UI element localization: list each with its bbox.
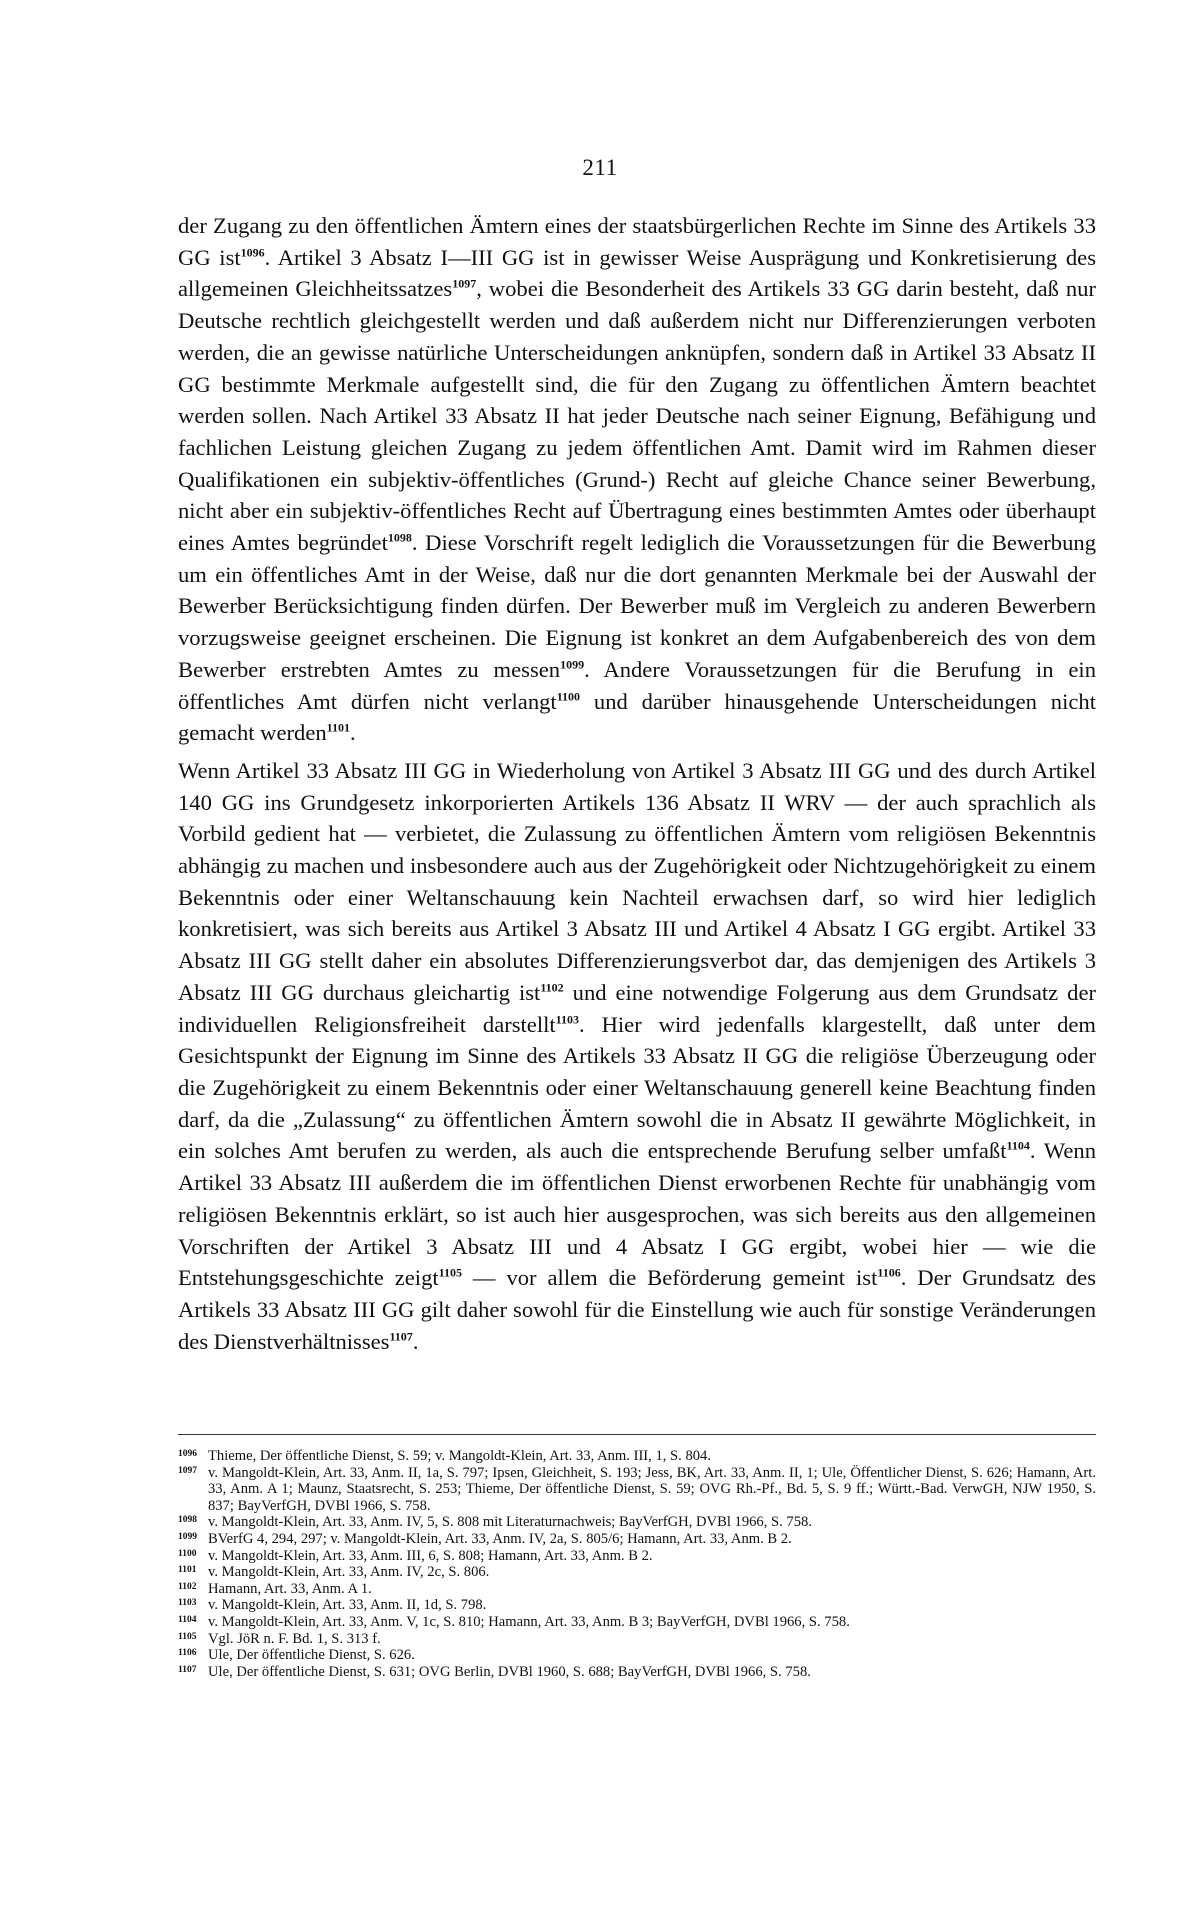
- footnote-1100: [178, 1548, 1096, 1565]
- footnote-number: 1101: [178, 1565, 197, 1576]
- page-number: 211: [582, 155, 618, 180]
- footnote-text: BVerfG 4, 294, 297; v. Mangoldt-Klein, Art. 33, Anm. IV, 2a, S. 805/6; Hamann, Art. 33, Anm. B 2.: [208, 1530, 792, 1547]
- paragraph-2: [178, 755, 1096, 1357]
- text-run: . Wenn Artikel 33 Absatz III außerdem die im öffentlichen Dienst erworbenen Rechte für unabhängig vom religiösen Bekenntnis erklärt, so ist auch hier ausgesprochen, was sich bereits aus den allgemeinen Vorschriften der Artikel 3 Absatz III und 4 Absatz I GG ergibt, wobei hier — wie die Entstehungsgeschichte zeigt: [178, 1138, 1097, 1291]
- footnote-text: v. Mangoldt-Klein, Art. 33, Anm. IV, 2c, S. 806.: [208, 1564, 490, 1581]
- footnote-text: Hamann, Art. 33, Anm. A 1.: [208, 1580, 372, 1597]
- text-run: und darüber hinausgehende Unterscheidungen nicht gemacht werden: [178, 688, 1096, 746]
- footnote-ref[interactable]: 1098: [387, 530, 412, 545]
- footnote-text: Vgl. JöR n. F. Bd. 1, S. 313 f.: [208, 1630, 381, 1647]
- text-run: Wenn Artikel 33 Absatz III GG in Wiederholung von Artikel 3 Absatz III GG und des durch Artikel 140 GG ins Grundgesetz inkorporierten Artikels 136 Absatz II WRV — der auch sprachlich als Vorbild gedient hat — verbietet, die Zulassung zu öffentlichen Ämtern vom religiösen Bekenntnis abhängig zu machen und insbesondere auch aus der Zugehörigkeit oder Nichtzugehörigkeit zu einem Bekenntnis oder einer Weltanschauung kein Nachteil erwachsen darf, so wird hier lediglich konkretisiert, was sich bereits aus Artikel 3 Absatz III und Artikel 4 Absatz I GG ergibt. Artikel 33 Absatz III GG stellt daher ein absolutes Differenzierungsverbot dar, das demjenigen des Artikels 3 Absatz III GG durchaus gleichartig ist: [178, 757, 1096, 1005]
- footnote-divider: [178, 1434, 1096, 1435]
- footnote-ref[interactable]: 1099: [560, 657, 585, 672]
- footnote-number: 1098: [178, 1515, 197, 1526]
- footnote-ref[interactable]: 1102: [540, 980, 564, 995]
- footnote-1106: [178, 1647, 1096, 1664]
- text-run: . Der Grundsatz des Artikels 33 Absatz III GG gilt daher sowohl für die Einstellung wie auch für sonstige Veränderungen des Dienstverhältnisses: [178, 1265, 1096, 1354]
- footnote-text: v. Mangoldt-Klein, Art. 33, Anm. II, 1a, S. 797; Ipsen, Gleichheit, S. 193; Jess, BK, Art. 33, Anm. II, 1; Ule, Öffentlicher Dienst, S. 626; Hamann, Art. 33, Anm. A 1; Maunz, Staatsrecht, S. 253; Thieme, Der öffentliche Dienst, S. 59; OVG Rh.-Pf., Bd. 5, S. 9 ff.; Württ.-Bad. VerwGH, NJW 1950, S. 837; BayVerfGH, DVBl 1966, S. 758.: [208, 1464, 1096, 1514]
- text-run: , wobei die Besonderheit des Artikels 33 GG darin besteht, daß nur Deutsche rechtlich gleichgestellt werden und daß außerdem nicht nur Differenzierungen verboten werden, die an gewisse natürliche Unterscheidungen anknüpfen, sondern daß in Artikel 33 Absatz II GG bestimmte Merkmale aufgestellt sind, die für den Zugang zu öffentlichen Ämtern beachtet werden sollen. Nach Artikel 33 Absatz II hat jeder Deutsche nach seiner Eignung, Befähigung und fachlichen Leistung gleichen Zugang zu jedem öffentlichen Amt. Damit wird im Rahmen dieser Qualifikationen ein subjektiv-öffentliches (Grund-) Recht auf gleiche Chance seiner Bewerbung, nicht aber ein subjektiv-öffentliches Recht auf Übertragung eines bestimmten Amtes oder überhaupt eines Amtes begründet: [178, 276, 1096, 556]
- footnote-text: v. Mangoldt-Klein, Art. 33, Anm. V, 1c, S. 810; Hamann, Art. 33, Anm. B 3; BayVerfGH, DVBl 1966, S. 758.: [208, 1613, 850, 1630]
- footnote-text: v. Mangoldt-Klein, Art. 33, Anm. II, 1d, S. 798.: [208, 1597, 487, 1614]
- footnote-1097: [178, 1465, 1096, 1515]
- footnotes: [178, 1448, 1096, 1680]
- footnote-number: 1096: [178, 1449, 197, 1459]
- footnote-1103: [178, 1597, 1096, 1614]
- footnote-ref[interactable]: 1097: [452, 276, 477, 291]
- footnote-ref[interactable]: 1096: [240, 245, 265, 260]
- footnote-number: 1097: [178, 1465, 197, 1476]
- footnote-ref[interactable]: 1106: [877, 1265, 901, 1280]
- text-run: . Hier wird jedenfalls klargestellt, daß unter dem Gesichtspunkt der Eignung im Sinne des Artikels 33 Absatz II GG die religiöse Überzeugung oder die Zugehörigkeit zu einem Bekenntnis oder einer Weltanschauung generell keine Beachtung finden darf, da die „Zulassung“ zu öffentlichen Ämtern sowohl die in Absatz II gewährte Möglichkeit, in ein solches Amt berufen zu werden, als auch die entsprechende Berufung selber umfaßt: [178, 1011, 1096, 1164]
- text-run: .: [350, 720, 356, 746]
- paragraph-1: [178, 210, 1096, 749]
- text-run: . Andere Voraussetzungen für die Berufung in ein öffentliches Amt dürfen nicht verlangt: [178, 656, 1097, 714]
- footnote-text: Thieme, Der öffentliche Dienst, S. 59; v. Mangoldt-Klein, Art. 33, Anm. III, 1, S. 804.: [208, 1448, 712, 1464]
- footnote-ref[interactable]: 1104: [1006, 1138, 1030, 1153]
- footnote-1096: [178, 1448, 1096, 1465]
- footnote-ref[interactable]: 1100: [556, 689, 581, 704]
- text-run: der Zugang zu den öffentlichen Ämtern eines der staatsbürgerlichen Rechte im Sinne des Artikels 33 GG ist: [178, 213, 1096, 270]
- text-run: — vor allem die Beförderung gemeint ist: [462, 1265, 878, 1291]
- footnote-number: 1106: [178, 1648, 197, 1659]
- footnote-ref[interactable]: 1103: [555, 1012, 580, 1027]
- footnote-1107: [178, 1664, 1096, 1681]
- footnote-number: 1102: [178, 1581, 197, 1592]
- text-run: .: [412, 1328, 419, 1354]
- footnote-1104: [178, 1614, 1096, 1631]
- footnote-1098: [178, 1514, 1096, 1531]
- footnote-1105: [178, 1631, 1096, 1648]
- main-text: [178, 210, 1096, 1357]
- footnote-text: Ule, Der öffentliche Dienst, S. 631; OVG Berlin, DVBl 1960, S. 688; BayVerfGH, DVBl 1966, S. 758.: [208, 1663, 811, 1680]
- footnote-1102: [178, 1581, 1096, 1598]
- footnote-number: 1099: [178, 1531, 197, 1542]
- footnote-text: v. Mangoldt-Klein, Art. 33, Anm. III, 6, S. 808; Hamann, Art. 33, Anm. B 2.: [208, 1547, 653, 1564]
- footnote-number: 1104: [178, 1614, 197, 1625]
- footnote-ref[interactable]: 1107: [389, 1329, 413, 1344]
- footnote-ref[interactable]: 1105: [438, 1265, 462, 1280]
- text-run: . Diese Vorschrift regelt lediglich die Voraussetzungen für die Bewerbung um ein öffentliches Amt in der Weise, daß nur die dort genannten Merkmale bei der Auswahl der Bewerber Berücksichtigung finden dürfen. Der Bewerber muß im Vergleich zu anderen Bewerbern vorzugsweise geeignet erscheinen. Die Eignung ist konkret an dem Aufgabenbereich des von dem Bewerber erstrebten Amtes zu messen: [178, 530, 1096, 682]
- footnote-number: 1107: [178, 1664, 197, 1675]
- footnote-number: 1105: [178, 1631, 197, 1642]
- footnote-number: 1100: [178, 1548, 197, 1559]
- footnote-1099: [178, 1531, 1096, 1548]
- footnote-number: 1103: [178, 1598, 197, 1609]
- text-run: . Artikel 3 Absatz I—III GG ist in gewisser Weise Ausprägung und Konkretisierung des allgemeinen Gleichheitssatzes: [178, 244, 1096, 302]
- footnote-ref[interactable]: 1101: [326, 720, 351, 735]
- footnote-1101: [178, 1564, 1096, 1581]
- footnote-text: Ule, Der öffentliche Dienst, S. 626.: [208, 1647, 415, 1664]
- footnote-text: v. Mangoldt-Klein, Art. 33, Anm. IV, 5, S. 808 mit Literaturnachweis; BayVerfGH, DVBl 1966, S. 758.: [208, 1514, 812, 1531]
- text-run: und eine notwendige Folgerung aus dem Grundsatz der individuellen Religionsfreiheit darstellt: [178, 979, 1096, 1037]
